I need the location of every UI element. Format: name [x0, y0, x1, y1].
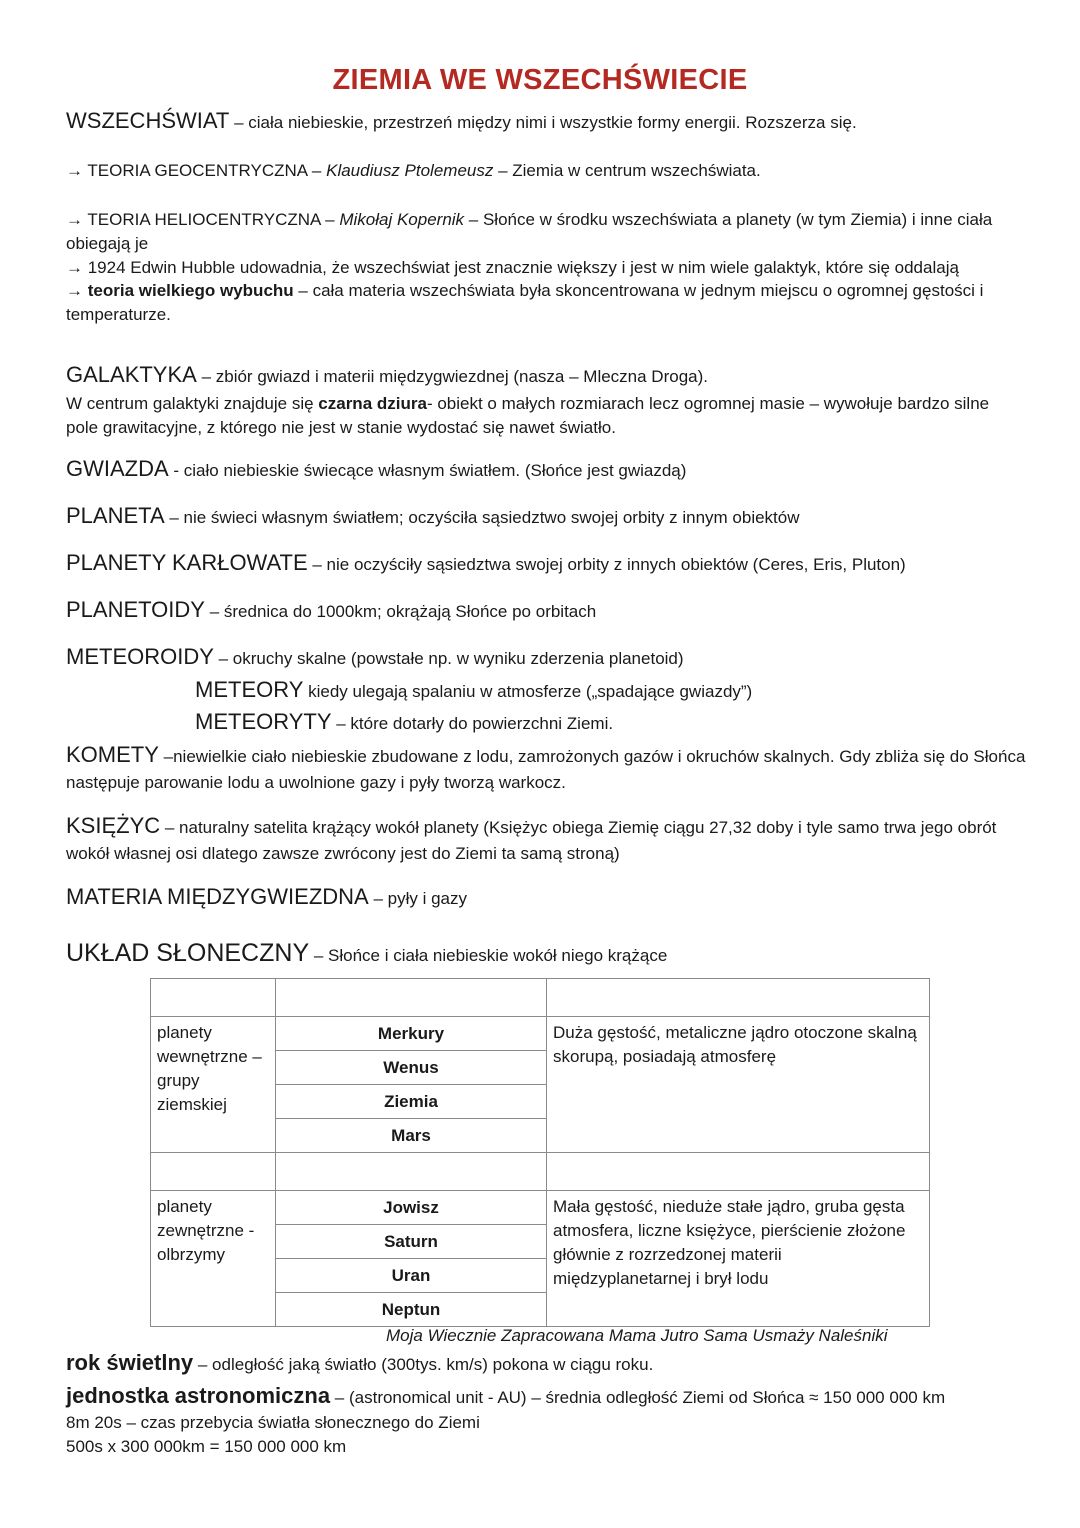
meteory-def: kiedy ulegają spalaniu w atmosferze („spadające gwiazdy”) — [303, 682, 753, 701]
materia-def: – pyły i gazy — [368, 889, 467, 908]
ksiezyc-paragraph — [66, 813, 1016, 867]
planetoidy-term: PLANETOIDY — [66, 597, 205, 622]
uklad-line — [66, 939, 667, 968]
galaktyka-term: GALAKTYKA — [66, 362, 197, 387]
heliocentric-theory — [66, 208, 1026, 255]
bigbang-term: teoria wielkiego wybuchu — [87, 281, 294, 300]
black-hole-paragraph — [66, 392, 1016, 439]
karlowate-def: – nie oczyściły sąsiedztwa swojej orbity z innych obiektów (Ceres, Eris, Pluton) — [307, 555, 906, 574]
calculation-line: 500s x 300 000km = 150 000 000 km — [66, 1437, 347, 1456]
table-cell — [276, 1153, 547, 1191]
meteory-term: METEORY — [195, 677, 304, 702]
gwiazda-line — [66, 456, 686, 482]
uklad-def: – Słońce i ciała niebieskie wokół niego krążące — [309, 946, 668, 965]
inner-group-label: planety wewnętrzne – grupy ziemskiej — [151, 1017, 276, 1153]
table-row — [151, 1017, 930, 1051]
rok-swietlny-line — [66, 1350, 653, 1376]
meteoroidy-def: – okruchy skalne (powstałe np. w wyniku zderzenia planetoid) — [213, 649, 684, 668]
rok-term: rok świetlny — [66, 1350, 194, 1375]
karlowate-line — [66, 550, 906, 576]
meteoryty-line — [195, 709, 613, 735]
geo-rest: – Ziemia w centrum wszechświata. — [493, 161, 761, 180]
planets-mnemonic: Moja Wiecznie Zapracowana Mama Jutro Sama Usmaży Naleśniki — [386, 1326, 888, 1345]
planet-mars: Mars — [276, 1119, 547, 1153]
hubble-line: → 1924 Edwin Hubble udowadnia, że wszechświat jest znacznie większy i jest w nim wiele galaktyk, które się oddalają — [66, 258, 959, 277]
outer-group-description: Mała gęstość, nieduże stałe jądro, gruba gęsta atmosfera, liczne księżyce, pierścienie złożone głównie z rozrzedzonej materii międzyplanetarnej i brył lodu — [547, 1191, 930, 1327]
geocentric-theory — [66, 161, 761, 181]
table-row — [151, 979, 930, 1017]
planeta-line — [66, 503, 800, 529]
meteoryty-term: METEORYTY — [195, 709, 332, 734]
table-cell — [151, 1153, 276, 1191]
galaktyka-def: – zbiór gwiazd i materii międzygwiezdnej (nasza – Mleczna Droga). — [196, 367, 708, 386]
table-cell — [276, 979, 547, 1017]
big-bang-theory — [66, 279, 1026, 326]
planeta-term: PLANETA — [66, 503, 165, 528]
au-def: – (astronomical unit - AU) – średnia odległość Ziemi od Słońca ≈ 150 000 000 km — [330, 1388, 946, 1407]
table-row — [151, 1153, 930, 1191]
planet-uran: Uran — [276, 1259, 547, 1293]
planeta-def: – nie świeci własnym światłem; oczyściła sąsiedztwo swojej orbity z innym obiektów — [164, 508, 800, 527]
ksiezyc-def: – naturalny satelita krążący wokół planety (Księżyc obiega Ziemię ciągu 27,32 doby i tyle samo trwa jego obrót wokół własnej osi dlatego zawsze zwrócony jest do Ziemi ta samą stroną) — [66, 818, 997, 863]
inner-group-description: Duża gęstość, metaliczne jądro otoczone skalną skorupą, posiadają atmosferę — [547, 1017, 930, 1153]
meteoroidy-line — [66, 644, 684, 670]
wszechswiat-line — [66, 108, 857, 134]
ksiezyc-term: KSIĘŻYC — [66, 813, 161, 838]
outer-group-label: planety zewnętrzne - olbrzymy — [151, 1191, 276, 1327]
materia-line — [66, 884, 467, 910]
galaktyka-line — [66, 362, 708, 388]
planet-jowisz: Jowisz — [276, 1191, 547, 1225]
helio-rest: – Słońce w środku wszechświata a planety (w tym Ziemia) i inne ciała obiegają je — [66, 210, 993, 253]
bigbang-prefix: → — [66, 281, 88, 300]
page-title: ZIEMIA WE WSZECHŚWIECIE — [332, 64, 748, 96]
gwiazda-term: GWIAZDA — [66, 456, 169, 481]
helio-author: Mikołaj Kopernik — [339, 210, 465, 229]
komety-term: KOMETY — [66, 742, 159, 767]
solar-system-table — [150, 978, 930, 1327]
au-term: jednostka astronomiczna — [66, 1383, 331, 1408]
meteory-line — [195, 677, 752, 703]
table-cell — [151, 979, 276, 1017]
blackhole-term: czarna dziura — [318, 394, 427, 413]
rok-def: – odległość jaką światło (300tys. km/s) pokona w ciągu roku. — [193, 1355, 654, 1374]
planetoidy-line — [66, 597, 596, 623]
materia-term: MATERIA MIĘDZYGWIEZDNA — [66, 884, 369, 909]
bigbang-rest: – cała materia wszechświata była skoncentrowana w jednym miejscu o ogromnej gęstości i temperaturze. — [66, 281, 984, 324]
komety-paragraph — [66, 742, 1026, 796]
planetoidy-def: – średnica do 1000km; okrążają Słońce po orbitach — [204, 602, 597, 621]
geo-prefix: → TEORIA GEOCENTRYCZNA – — [66, 161, 327, 180]
wszechswiat-term: WSZECHŚWIAT — [66, 108, 230, 133]
meteoroidy-term: METEOROIDY — [66, 644, 214, 669]
blackhole-pre: W centrum galaktyki znajduje się — [66, 394, 319, 413]
planet-merkury: Merkury — [276, 1017, 547, 1051]
wszechswiat-def: – ciała niebieskie, przestrzeń między nimi i wszystkie formy energii. Rozszerza się. — [229, 113, 857, 132]
table-row — [151, 1191, 930, 1225]
planet-neptun: Neptun — [276, 1293, 547, 1327]
komety-def: –niewielkie ciało niebieskie zbudowane z lodu, zamrożonych gazów i okruchów skalnych. Gdy zbliża się do Słońca następuje parowanie lodu a uwolnione gazy i pyły tworzą warkocz. — [66, 747, 1026, 792]
light-time-line: 8m 20s – czas przebycia światła słonecznego do Ziemi — [66, 1413, 480, 1432]
planet-ziemia: Ziemia — [276, 1085, 547, 1119]
planet-wenus: Wenus — [276, 1051, 547, 1085]
gwiazda-def: - ciało niebieskie świecące własnym światłem. (Słońce jest gwiazdą) — [168, 461, 687, 480]
au-line — [66, 1383, 945, 1409]
helio-prefix: → TEORIA HELIOCENTRYCZNA – — [66, 210, 340, 229]
karlowate-term: PLANETY KARŁOWATE — [66, 550, 308, 575]
planet-saturn: Saturn — [276, 1225, 547, 1259]
table-cell — [547, 979, 930, 1017]
meteoryty-def: – które dotarły do powierzchni Ziemi. — [331, 714, 614, 733]
geo-author: Klaudiusz Ptolemeusz — [326, 161, 494, 180]
table-cell — [547, 1153, 930, 1191]
uklad-term: UKŁAD SŁONECZNY — [66, 939, 310, 967]
blackhole-rest: - obiekt o małych rozmiarach lecz ogromnej masie – wywołuje bardzo silne pole grawitacyjne, z którego nie jest w stanie wydostać się nawet światło. — [66, 394, 990, 437]
